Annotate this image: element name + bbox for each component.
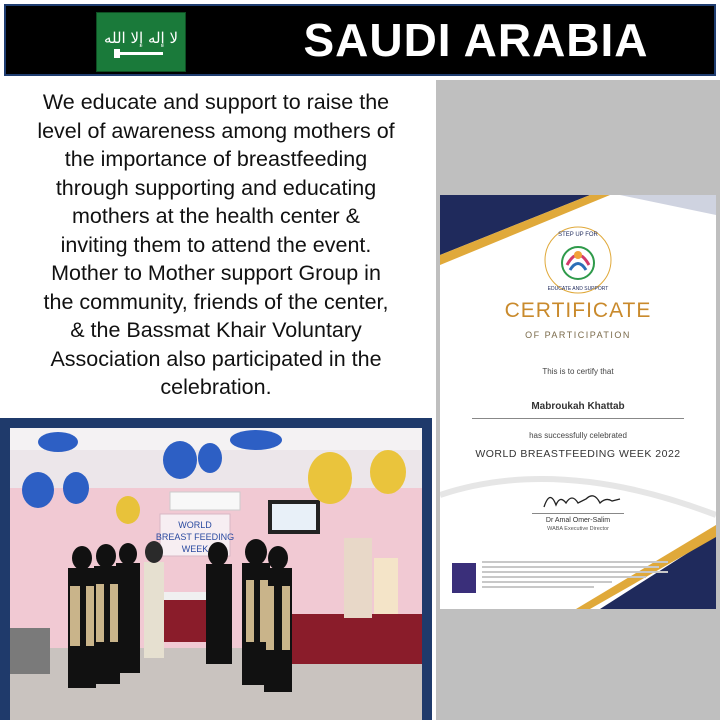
- svg-text:STEP UP FOR: STEP UP FOR: [558, 232, 598, 238]
- photo-banner-text: WORLD: [178, 520, 212, 530]
- fine-print: [482, 561, 668, 595]
- saudi-arabia-flag-icon: لا إله إلا الله: [96, 12, 186, 72]
- celebrated-text: has successfully celebrated: [529, 431, 627, 440]
- signature-line: [532, 513, 624, 514]
- event-photo: [10, 428, 422, 720]
- waba-logo-icon: [452, 563, 476, 593]
- signer-name: Dr Amal Omer-Salim: [545, 517, 611, 524]
- description-text: We educate and support to raise the level of awareness among mothers of the importance of breastfeeding through supporting and educating mothers at the health center & inviting them to attend the event. Mother to Mother support Group in the community, friends of the center, & the Bassmat Khair Voluntary Association also participated in the celebration.: [37, 90, 395, 399]
- certify-text: This is to certify that: [542, 367, 614, 376]
- event-name: WORLD BREASTFEEDING WEEK 2022: [475, 448, 681, 460]
- svg-text:WEEK: WEEK: [181, 544, 209, 554]
- event-photo-illustration: [10, 428, 422, 720]
- certificate: [440, 195, 716, 609]
- recipient-name: Mabroukah Khattab: [531, 401, 625, 412]
- signer-role: WABA Executive Director: [547, 526, 609, 532]
- name-underline: [472, 418, 684, 419]
- svg-text:EDUCATE AND SUPPORT: EDUCATE AND SUPPORT: [547, 286, 609, 292]
- step-up-for-breastfeeding-logo-icon: [543, 225, 613, 295]
- svg-text:BREAST FEEDING: BREAST FEEDING: [155, 532, 235, 542]
- certificate-subtitle: OF PARTICIPATION: [525, 330, 631, 340]
- page-title: SAUDI ARABIA: [303, 14, 649, 66]
- signature-image: [540, 487, 624, 513]
- header-bar: [4, 4, 716, 76]
- certificate-title: CERTIFICATE: [504, 299, 652, 322]
